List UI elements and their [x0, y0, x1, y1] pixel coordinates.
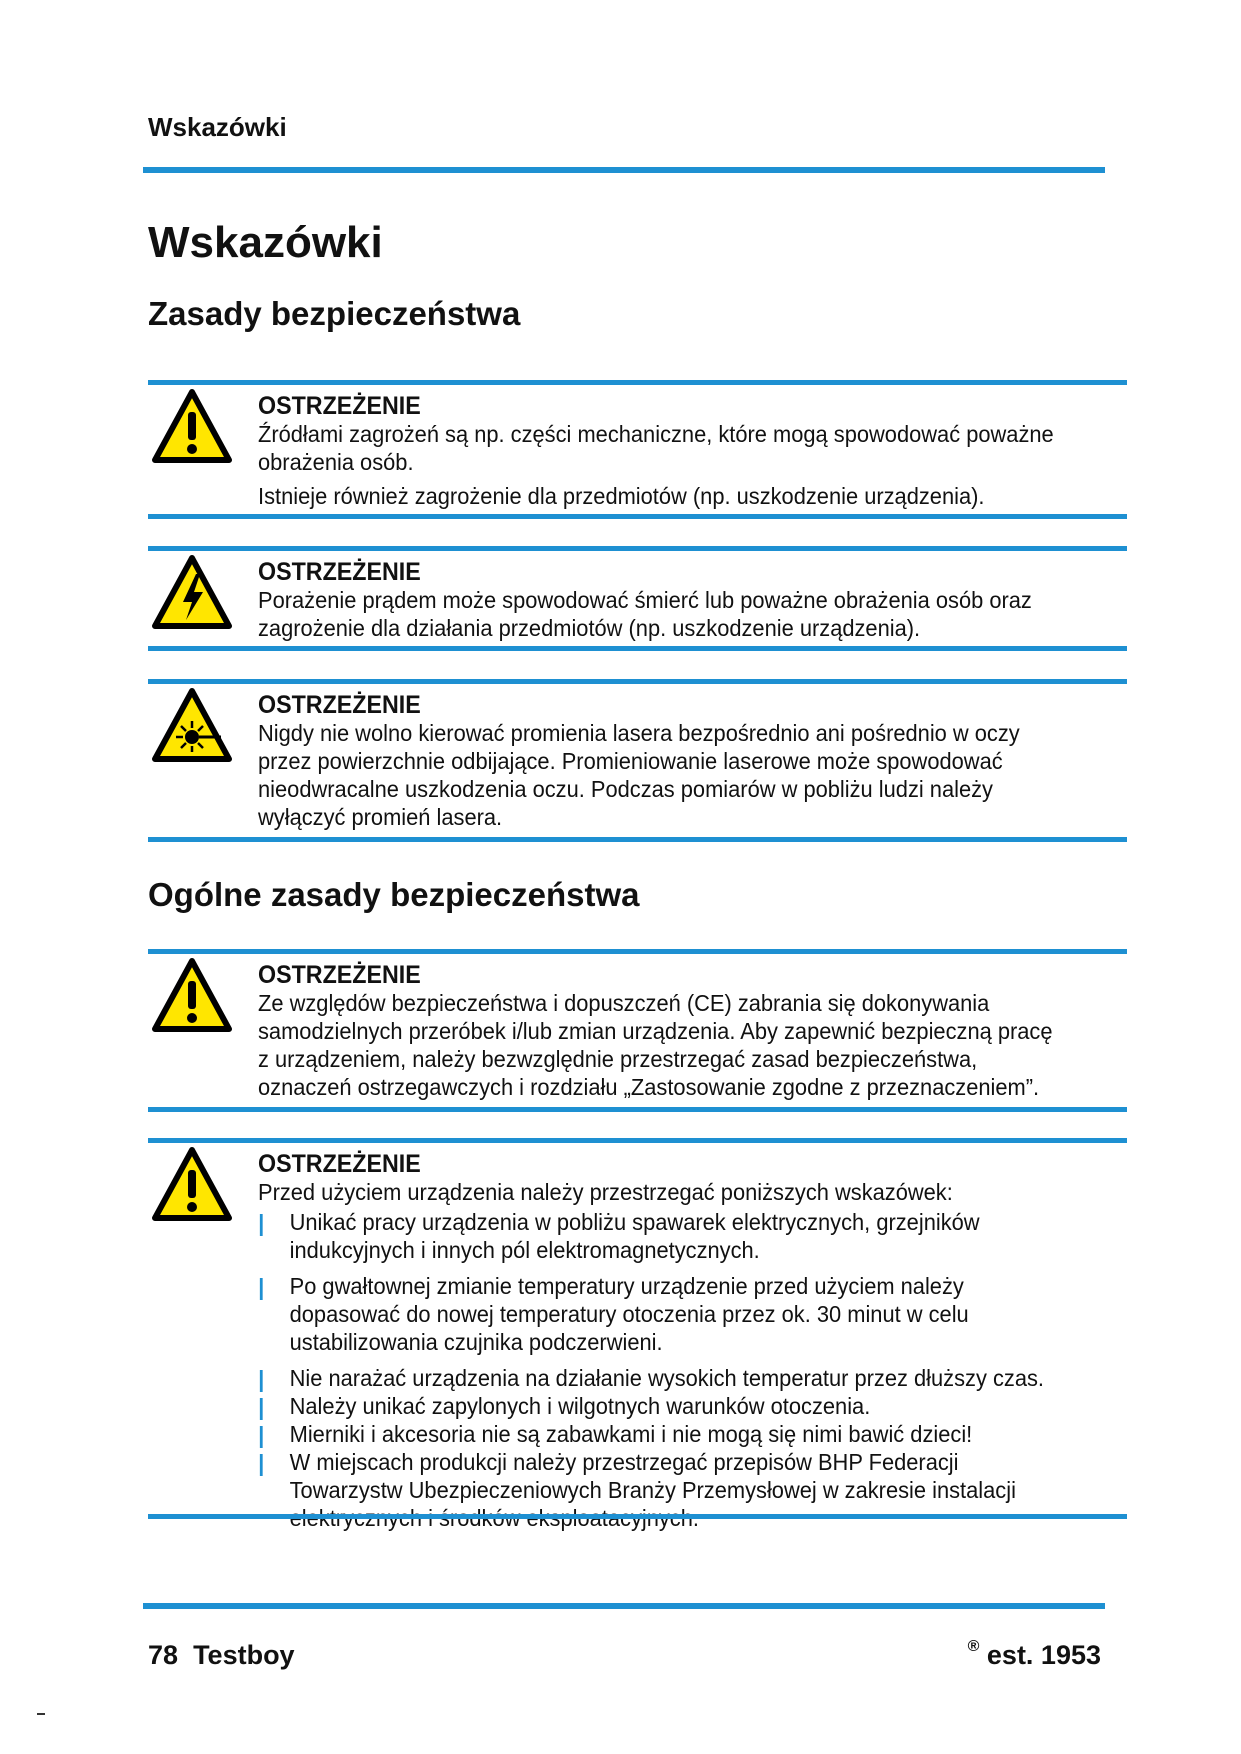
footer-rule: [143, 1603, 1105, 1609]
warning-rule-bottom: [148, 1514, 1127, 1519]
footer-page-brand: [148, 1640, 295, 1671]
general-hazard-icon: [151, 388, 233, 464]
warning-box-modifications: [148, 949, 1127, 1113]
footer-established: [968, 1640, 1101, 1671]
list-item: Nie narażać urządzenia na działanie wysokich temperatur przez dłuższy czas.: [258, 1364, 1058, 1392]
warning-box-mechanical: [148, 380, 1127, 520]
warning-text: Źródłami zagrożeń są np. części mechaniczne, które mogą spowodować poważne obrażenia osób.: [258, 421, 1054, 475]
bullet-bar: [260, 1426, 263, 1448]
warning-box-usage: [148, 1138, 1127, 1534]
laser-hazard-icon: [151, 687, 233, 763]
warning-text: Porażenie prądem może spowodować śmierć lub poważne obrażenia osób oraz zagrożenie dla działania przedmiotów (np. uszkodzenie urządzenia).: [258, 587, 1032, 641]
warning-rule-top: [148, 679, 1127, 684]
warning-label: OSTRZEŻENIE: [258, 691, 421, 719]
warning-rule-bottom: [148, 646, 1127, 651]
warning-box-laser: [148, 679, 1127, 843]
header-rule: [143, 167, 1105, 173]
warning-rule-top: [148, 1138, 1127, 1143]
warning-rule-bottom: [148, 1107, 1127, 1112]
bullet-bar: [260, 1370, 263, 1392]
bullet-bar: [260, 1214, 263, 1236]
established-year: est. 1953: [986, 1640, 1101, 1670]
warning-label: OSTRZEŻENIE: [258, 961, 421, 989]
list-item: Po gwałtownej zmianie temperatury urządzenie przed użyciem należy dopasować do nowej temperatury otoczenia przez ok. 30 minut w celu ustabilizowania czujnika podczerwieni.: [258, 1272, 1058, 1356]
warning-rule-top: [148, 546, 1127, 551]
registered-mark: ®: [967, 1638, 980, 1655]
section-title-general-safety: Ogólne zasady bezpieczeństwa: [148, 876, 640, 913]
warning-rule-top: [148, 380, 1127, 385]
general-hazard-icon: [151, 1146, 233, 1222]
page-number: 78: [148, 1640, 179, 1670]
running-header: Wskazówki: [148, 112, 287, 142]
warning-rule-top: [148, 949, 1127, 954]
warning-label: OSTRZEŻENIE: [258, 1150, 421, 1178]
warning-label: OSTRZEŻENIE: [258, 558, 421, 586]
page-mark: [37, 1713, 45, 1715]
bullet-bar: [260, 1278, 263, 1300]
warning-label: OSTRZEŻENIE: [258, 392, 421, 420]
warning-text: Ze względów bezpieczeństwa i dopuszczeń (CE) zabrania się dokonywania samodzielnych przeróbek i/lub zmian urządzenia. Aby zapewnić bezpieczną pracę z urządzeniem, należy bezwzględnie przestrzegać zasad bezpieczeństwa, oznaczeń ostrzegawczych i rozdziału „Zastosowanie zgodne z przeznaczeniem”.: [258, 990, 1053, 1100]
general-hazard-icon: [151, 957, 233, 1033]
page-title: Wskazówki: [148, 218, 383, 267]
warning-text: Istnieje również zagrożenie dla przedmiotów (np. uszkodzenie urządzenia).: [258, 483, 985, 509]
warning-rule-bottom: [148, 514, 1127, 519]
list-item: Unikać pracy urządzenia w pobliżu spawarek elektrycznych, grzejników indukcyjnych i innych pól elektromagnetycznych.: [258, 1208, 1058, 1264]
warning-rule-bottom: [148, 837, 1127, 842]
list-item: Należy unikać zapylonych i wilgotnych warunków otoczenia.: [258, 1392, 1058, 1420]
warning-intro: Przed użyciem urządzenia należy przestrzegać poniższych wskazówek:: [258, 1179, 953, 1205]
section-title-safety: Zasady bezpieczeństwa: [148, 295, 521, 332]
list-item: W miejscach produkcji należy przestrzegać przepisów BHP Federacji Towarzystw Ubezpieczeniowych Branży Przemysłowej w zakresie instalacji: [258, 1448, 1058, 1532]
warning-box-electric: [148, 546, 1127, 652]
list-item: Mierniki i akcesoria nie są zabawkami i nie mogą się nimi bawić dzieci!: [258, 1420, 1058, 1448]
brand-name: Testboy: [193, 1640, 295, 1670]
bullet-bar: [260, 1398, 263, 1420]
warning-text: Nigdy nie wolno kierować promienia lasera bezpośrednio ani pośrednio w oczy przez powierzchnie odbijające. Promieniowanie laserowe może spowodować nieodwracalne uszkodzenia oczu. Podczas pomiarów w pobliżu ludzi należy wyłączyć promień lasera.: [258, 720, 1020, 830]
electric-hazard-icon: [151, 554, 233, 630]
bullet-bar: [260, 1454, 263, 1476]
warning-bullet-list: [258, 1208, 1058, 1532]
